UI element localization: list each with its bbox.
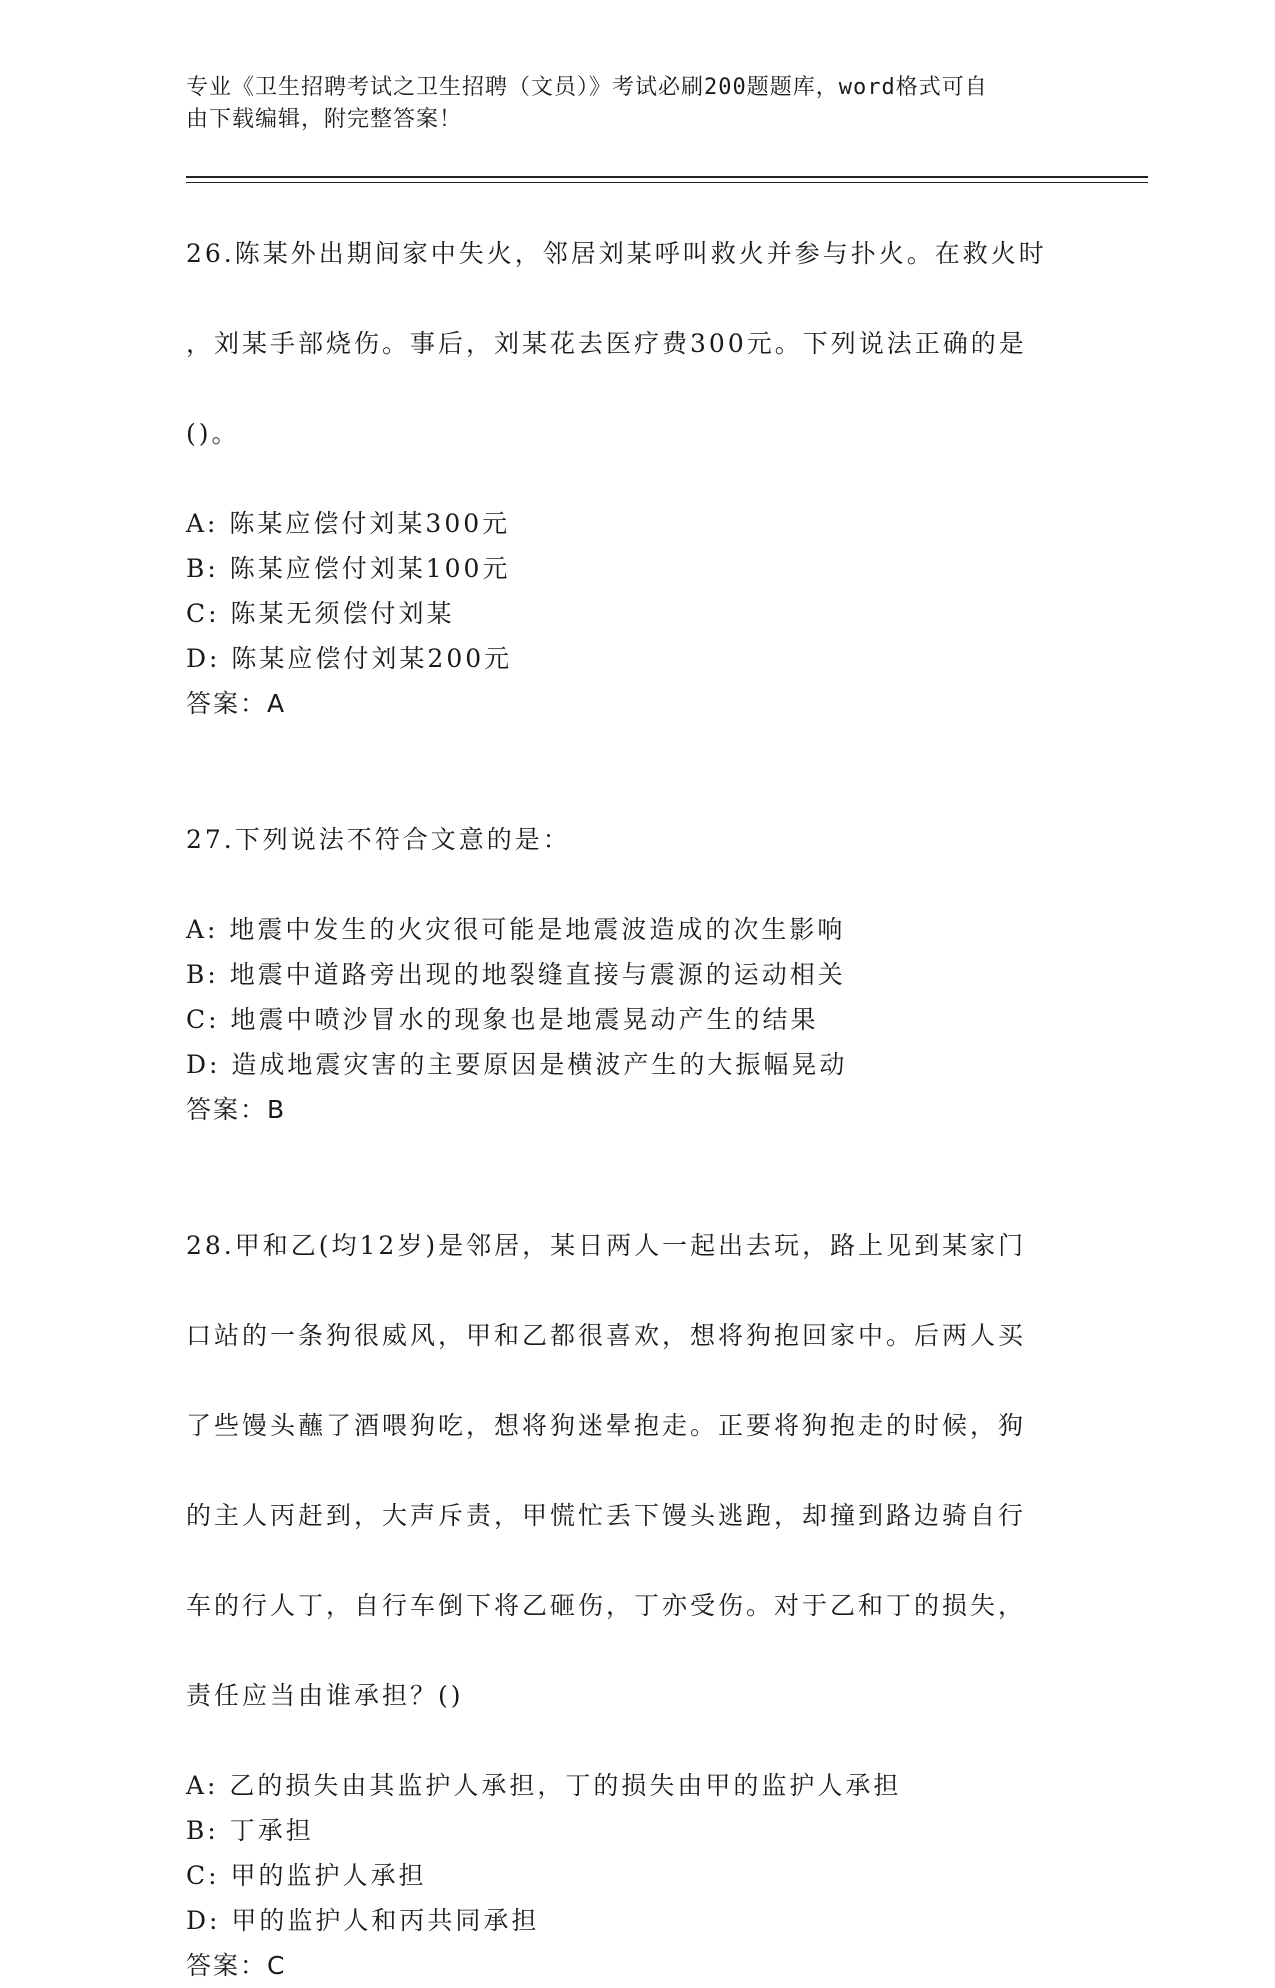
question-stem — [186, 772, 1086, 907]
question-stem — [186, 186, 1086, 501]
stem-line: 口站的一条狗很威风，甲和乙都很喜欢，想将狗抱回家中。后两人买 — [186, 1321, 1027, 1350]
option-b: B: 陈某应偿付刘某100元 — [186, 554, 511, 583]
question-26 — [186, 186, 1086, 726]
option-a: A: 地震中发生的火灾很可能是地震波造成的次生影响 — [186, 915, 846, 944]
option-b: B: 地震中道路旁出现的地裂缝直接与震源的运动相关 — [186, 960, 846, 989]
option-c: C: 甲的监护人承担 — [186, 1861, 427, 1890]
stem-line: 27.下列说法不符合文意的是： — [186, 825, 571, 854]
question-spacer — [186, 726, 1086, 772]
question-list — [186, 186, 1086, 1988]
option-d: D: 甲的监护人和丙共同承担 — [186, 1906, 540, 1935]
header-divider-thin — [186, 182, 1148, 183]
option-c: C: 陈某无须偿付刘某 — [186, 599, 455, 628]
question-28 — [186, 1178, 1086, 1988]
option-a: A: 乙的损失由其监护人承担，丁的损失由甲的监护人承担 — [186, 1771, 902, 1800]
stem-line: ()。 — [186, 419, 240, 448]
question-spacer — [186, 1132, 1086, 1178]
stem-line: 的主人丙赶到，大声斥责，甲慌忙丢下馒头逃跑，却撞到路边骑自行 — [186, 1501, 1027, 1530]
option-d: D: 造成地震灾害的主要原因是横波产生的大振幅晃动 — [186, 1050, 848, 1079]
option-d: D: 陈某应偿付刘某200元 — [186, 644, 513, 673]
document-header — [186, 72, 1066, 136]
stem-line: ，刘某手部烧伤。事后，刘某花去医疗费300元。下列说法正确的是 — [186, 329, 1027, 358]
stem-line: 了些馒头蘸了酒喂狗吃，想将狗迷晕抱走。正要将狗抱走的时候，狗 — [186, 1411, 1027, 1440]
stem-line: 26.陈某外出期间家中失火，邻居刘某呼叫救火并参与扑火。在救火时 — [186, 239, 1047, 268]
answer-line: 答案：C — [186, 1951, 287, 1980]
header-line-2: 由下载编辑，附完整答案！ — [186, 107, 463, 132]
stem-line: 责任应当由谁承担？() — [186, 1681, 464, 1710]
stem-line: 车的行人丁，自行车倒下将乙砸伤，丁亦受伤。对于乙和丁的损失， — [186, 1591, 1027, 1620]
option-a: A: 陈某应偿付刘某300元 — [186, 509, 511, 538]
answer-line: 答案：B — [186, 1095, 287, 1124]
header-divider-thick — [186, 176, 1148, 178]
stem-line: 28.甲和乙(均12岁)是邻居，某日两人一起出去玩，路上见到某家门 — [186, 1231, 1027, 1260]
answer-line: 答案：A — [186, 689, 287, 718]
option-b: B: 丁承担 — [186, 1816, 314, 1845]
question-stem — [186, 1178, 1086, 1763]
option-c: C: 地震中喷沙冒水的现象也是地震晃动产生的结果 — [186, 1005, 819, 1034]
question-27 — [186, 772, 1086, 1132]
header-line-1: 专业《卫生招聘考试之卫生招聘（文员）》考试必刷200题题库，word格式可自 — [186, 75, 988, 100]
